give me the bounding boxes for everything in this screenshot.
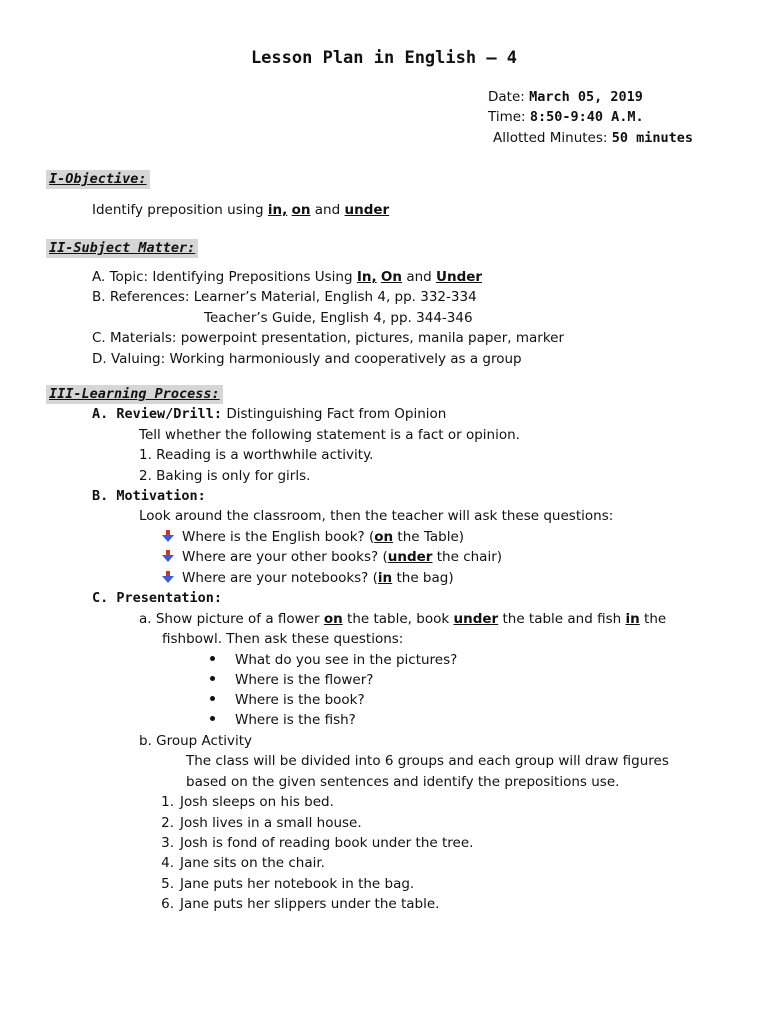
topic-word-on: On [380, 269, 403, 285]
sentence-text: Jane puts her slippers under the table. [180, 896, 440, 912]
ca-word-on: on [323, 611, 343, 627]
ca-post: the [644, 611, 667, 627]
review-text: Distinguishing Fact from Opinion [226, 406, 447, 422]
objective-text-pre: Identify preposition using [92, 202, 264, 218]
list-item [152, 855, 325, 871]
ca-word-under: under [453, 611, 499, 627]
date-value: March 05, 2019 [529, 89, 643, 105]
subject-valuing: D. Valuing: Working harmoniously and cooperatively as a group [92, 351, 522, 367]
item-number: 3. [161, 835, 174, 851]
ca-pre: a. Show picture of a flower [139, 611, 320, 627]
list-item [152, 794, 334, 810]
ca-mid1: the table, book [347, 611, 450, 627]
presentation-a-line-1 [139, 611, 666, 627]
time-line [488, 109, 644, 125]
time-value: 8:50-9:40 A.M. [529, 109, 644, 125]
q1-pre: Where is the English book? ( [182, 529, 375, 545]
list-item [210, 712, 356, 728]
motivation-label: B. Motivation: [92, 488, 206, 504]
item-number: 6. [161, 896, 174, 912]
bullet-text: Where is the book? [235, 692, 365, 708]
arrow-bullet-icon [162, 550, 174, 562]
list-item [152, 815, 362, 831]
presentation-label: C. Presentation: [92, 590, 223, 606]
list-item [152, 876, 414, 892]
date-label: Date: [488, 89, 525, 105]
review-label: A. Review/Drill: [92, 406, 223, 422]
page-title: Lesson Plan in English – 4 [250, 48, 518, 68]
list-item [210, 692, 365, 708]
minutes-value: 50 minutes [611, 130, 694, 146]
q3-post: the bag) [392, 570, 454, 586]
q2-post: the chair) [432, 549, 503, 565]
review-line-3: 2. Baking is only for girls. [139, 468, 311, 484]
review-line [92, 406, 446, 422]
topic-word-under: Under [436, 269, 483, 285]
minutes-label: Allotted Minutes: [493, 130, 608, 146]
motivation-line-1: Look around the classroom, then the teacher will ask these questions: [139, 508, 614, 524]
item-number: 1. [161, 794, 174, 810]
bullet-text: What do you see in the pictures? [235, 652, 458, 668]
topic-and: and [406, 269, 432, 285]
q3-word: in [377, 570, 393, 586]
item-number: 4. [161, 855, 174, 871]
subject-references-2: Teacher’s Guide, English 4, pp. 344-346 [204, 310, 473, 326]
subject-references: B. References: Learner’s Material, English 4, pp. 332-334 [92, 289, 477, 305]
review-line-2: 1. Reading is a worthwhile activity. [139, 447, 374, 463]
minutes-line [493, 130, 693, 146]
sentence-text: Josh sleeps on his bed. [180, 794, 334, 810]
time-label: Time: [488, 109, 526, 125]
topic-pre: A. Topic: Identifying Prepositions Using [92, 269, 353, 285]
item-number: 2. [161, 815, 174, 831]
list-item [210, 652, 457, 668]
list-item [152, 835, 473, 851]
process-heading: III-Learning Process: [46, 385, 223, 404]
motivation-question-2 [162, 549, 502, 565]
sentence-text: Jane puts her notebook in the bag. [180, 876, 415, 892]
q1-post: the Table) [393, 529, 465, 545]
motivation-question-3 [162, 570, 454, 586]
item-number: 5. [161, 876, 174, 892]
bullet-dot-icon [210, 716, 215, 721]
list-item [152, 896, 439, 912]
subject-topic [92, 269, 482, 285]
objective-word-in: in, [267, 202, 288, 218]
bullet-text: Where is the flower? [235, 672, 374, 688]
subject-heading: II-Subject Matter: [46, 239, 198, 258]
ca-mid2: the table and fish [502, 611, 622, 627]
presentation-a-line-2: fishbowl. Then ask these questions: [162, 631, 404, 647]
objective-text [92, 202, 389, 218]
sentence-text: Josh is fond of reading book under the tree. [180, 835, 474, 851]
sentence-text: Jane sits on the chair. [180, 855, 325, 871]
group-activity-label: b. Group Activity [139, 733, 253, 749]
objective-text-and: and [314, 202, 341, 218]
q2-word: under [387, 549, 433, 565]
bullet-text: Where is the fish? [235, 712, 356, 728]
group-activity-line-1: The class will be divided into 6 groups and each group will draw figures [186, 753, 669, 769]
q2-pre: Where are your other books? ( [182, 549, 388, 565]
review-line-1: Tell whether the following statement is a fact or opinion. [139, 427, 520, 443]
arrow-bullet-icon [162, 571, 174, 583]
objective-word-under: under [344, 202, 390, 218]
sentence-text: Josh lives in a small house. [180, 815, 362, 831]
objective-word-on: on [291, 202, 311, 218]
date-line [488, 89, 643, 105]
list-item [210, 672, 373, 688]
motivation-question-1 [162, 529, 464, 545]
subject-materials: C. Materials: powerpoint presentation, pictures, manila paper, marker [92, 330, 565, 346]
topic-word-in: In, [356, 269, 377, 285]
bullet-dot-icon [210, 696, 215, 701]
q3-pre: Where are your notebooks? ( [182, 570, 378, 586]
bullet-dot-icon [210, 656, 215, 661]
arrow-bullet-icon [162, 530, 174, 542]
group-activity-line-2: based on the given sentences and identify the prepositions use. [186, 774, 620, 790]
bullet-dot-icon [210, 676, 215, 681]
q1-word: on [374, 529, 394, 545]
ca-word-in: in [625, 611, 640, 627]
objective-heading: I-Objective: [46, 170, 150, 189]
